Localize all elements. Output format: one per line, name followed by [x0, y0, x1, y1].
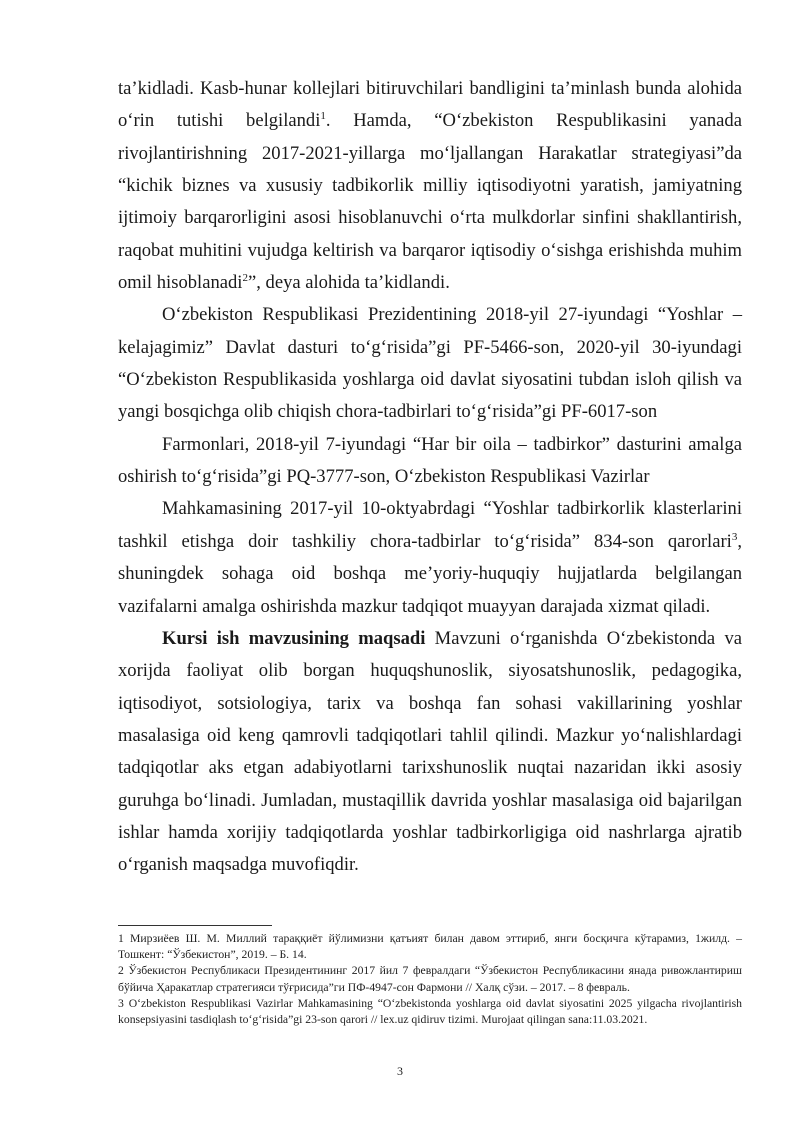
footnote-ref-2[interactable]: 2 — [242, 271, 248, 284]
text-run: Farmonlari, 2018-yil 7-iyundagi “Har bir oila – tadbirkor” dasturini amalga oshirish to‘g‘risida”gi PQ-3777-son, O‘zbekiston Respublikasi Vazirlar — [118, 433, 742, 488]
footnote-ref-1[interactable]: 1 — [320, 110, 326, 123]
footnotes — [118, 931, 742, 1028]
text-run: Mavzuni o‘rganishda O‘zbekistonda va xorijda faoliyat olib borgan huquqshunoslik, siyosatshunoslik, pedagogika, iqtisodiyot, sotsiologiya, tarix va boshqa fan sohasi vakillarining yoshlar masalasiga oid keng qamrovli tadqiqotlari tahlil qilindi. Mazkur yo‘nalishlardagi tadqiqotlar aks etgan adabiyotlarni tarixshunoslik nuqtai nazaridan ikki asosiy guruhga bo‘linadi. Jumladan, mustaqillik davrida yoshlar masalasiga oid bajarilgan ishlar hamda xorijiy tadqiqotlarda yoshlar tadbirkorligiga oid nashrlarga ajratib o‘rganish maqsadga muvofiqdir. — [118, 627, 742, 876]
paragraph-5 — [118, 623, 742, 882]
paragraph-4 — [118, 493, 742, 622]
paragraph-3 — [118, 429, 742, 494]
footnote-3: 3 O‘zbekiston Respublikasi Vazirlar Mahkamasining “O‘zbekistonda yoshlarga oid davlat siyosatini 2025 yilgacha rivojlantirish konsepsiyasini tasdiqlash to‘g‘risida”gi 23-son qarori // lex.uz qidiruv tizimi. Murojaat qilingan sana:11.03.2021. — [118, 996, 742, 1027]
footnote-2: 2 Ўзбекистон Республикаси Президентининг 2017 йил 7 февралдаги “Ўзбекистон Республикасини янада ривожлантириш бўйича Ҳаракатлар стратегияси тўғрисида”ги ПФ-4947-сон Фармони // Халқ сўзи. – 2017. – 8 февраль. — [118, 964, 742, 994]
text-run: ”, deya alohida ta’kidlandi. — [247, 272, 450, 294]
text-run: . Hamda, “O‘zbekiston Respublikasini yanada rivojlantirishning 2017-2021-yillarga mo‘ljallangan Harakatlar strategiyasi”da “kichik biznes va xususiy tadbikorlik milliy iqtisodiyotni yaratish, jamiyatning ijtimoiy barqarorligini asosi hisoblanuvchi o‘rta mulkdorlar sinfini shakllantirish, raqobat muhitini vujudga keltirish va barqaror iqtisodiy o‘sishga erishishda muhim omil hisoblanadi — [118, 110, 742, 294]
body-text — [118, 73, 742, 882]
paragraph-2 — [118, 299, 742, 428]
page-number: 3 — [397, 1064, 403, 1078]
footnote-1: 1 Мирзиёев Ш. М. Миллий тараққиёт йўлимизни қатъият билан давом эттириб, янги босқичга кўтарамиз, 1жилд. – Тошкент: “Ўзбекистон”, 2019. – Б. 14. — [118, 932, 742, 962]
paragraph-1 — [118, 73, 742, 299]
footnote-ref-3[interactable]: 3 — [731, 530, 738, 543]
section-heading-inline: Kursi ish mavzusining maqsadi — [162, 627, 426, 649]
text-run: , shuningdek sohaga oid boshqa me’yoriy-huquqiy hujjatlarda belgilangan vazifalarni amalga oshirishda mazkur tadqiqot muayyan darajada xizmat qiladi. — [118, 530, 742, 617]
text-run: O‘zbekiston Respublikasi Prezidentining 2018-yil 27-iyundagi “Yoshlar – kelajagimiz” Davlat dasturi to‘g‘risida”gi PF-5466-son, 2020-yil 30-iyundagi “O‘zbekiston Respublikasida yoshlarga oid davlat siyosatini tubdan isloh qilish va yangi bosqichga olib chiqish chora-tadbirlari to‘g‘risida”gi PF-6017-son — [118, 304, 742, 423]
footnote-separator — [118, 925, 272, 926]
text-run: Mahkamasining 2017-yil 10-oktyabrdagi “Yoshlar tadbirkorlik klasterlarini tashkil etishga doir tashkiliy chora-tadbirlar to‘g‘risida” 834-son qarorlari — [118, 498, 742, 552]
text-run: ta’kidladi. Kasb-hunar kollejlari bitiruvchilari bandligini ta’minlash bunda alohida o‘rin tutishi belgilandi — [118, 78, 742, 132]
